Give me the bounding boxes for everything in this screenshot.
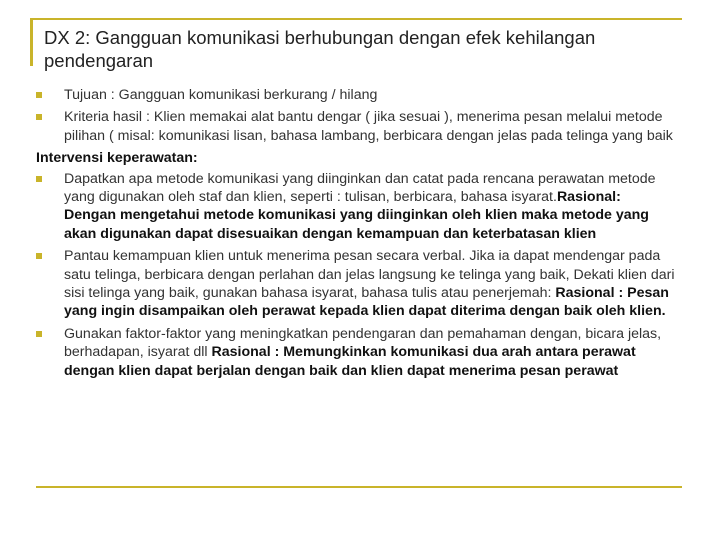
square-bullet-icon (36, 176, 42, 182)
square-bullet-icon (36, 92, 42, 98)
intervention-rationale: Rasional: Dengan mengetahui metode komunikasi yang diinginkan oleh klien maka metode yang akan digunakan dapat disesuaikan dengan kemampuan dan keterbatasan klien (64, 189, 649, 242)
goal-item (36, 86, 676, 104)
goal-text: Tujuan : Gangguan komunikasi berkurang / hilang (64, 87, 378, 103)
intervention-item (36, 325, 676, 380)
slide-body (36, 86, 676, 384)
criteria-text: Kriteria hasil : Klien memakai alat bantu dengar ( jika sesuai ), menerima pesan melalui metode pilihan ( misal: komunikasi lisan, bahasa lambang, berbicara dengan jelas pada telinga yang baik (64, 109, 673, 144)
intervention-text: Dapatkan apa metode komunikasi yang diinginkan dan catat pada rencana perawatan metode yang digunakan oleh staf dan klien, seperti : tulisan, berbicara, bahasa isyarat. (64, 170, 656, 206)
interventions-heading: Intervensi keperawatan: (36, 150, 198, 167)
title-top-rule (30, 18, 682, 20)
intervention-text: Pantau kemampuan klien untuk menerima pesan secara verbal. Jika ia dapat mendengar pada satu telinga, berbicara dengan perlahan dan jelas langsung ke telinga yang baik, Dekati klien dari sisi telinga yang baik, gunakan bahasa isyarat, bahasa tulis atau penerjemah: (64, 248, 675, 302)
title-accent-bar (30, 18, 33, 66)
slide-title: DX 2: Gangguan komunikasi berhubungan dengan efek kehilangan pendengaran (44, 27, 596, 71)
square-bullet-icon (36, 114, 42, 120)
intervention-rationale: Rasional : Pesan yang ingin disampaikan oleh perawat kepada klien dapat diterima dengan baik oleh klien. (64, 285, 669, 320)
intervention-text: Gunakan faktor-faktor yang meningkatkan pendengaran dan pemahaman dengan, bicara jelas, berhadapan, isyarat dll (64, 325, 662, 361)
intervention-rationale: Rasional : Memungkinkan komunikasi dua arah antara perawat dengan klien dapat berjalan dengan baik dan klien dapat menerima pesan perawat (64, 344, 636, 379)
square-bullet-icon (36, 253, 42, 259)
criteria-item (36, 108, 676, 145)
intervention-item (36, 247, 676, 321)
square-bullet-icon (36, 331, 42, 337)
bottom-rule (36, 486, 682, 488)
intervention-item (36, 170, 676, 244)
